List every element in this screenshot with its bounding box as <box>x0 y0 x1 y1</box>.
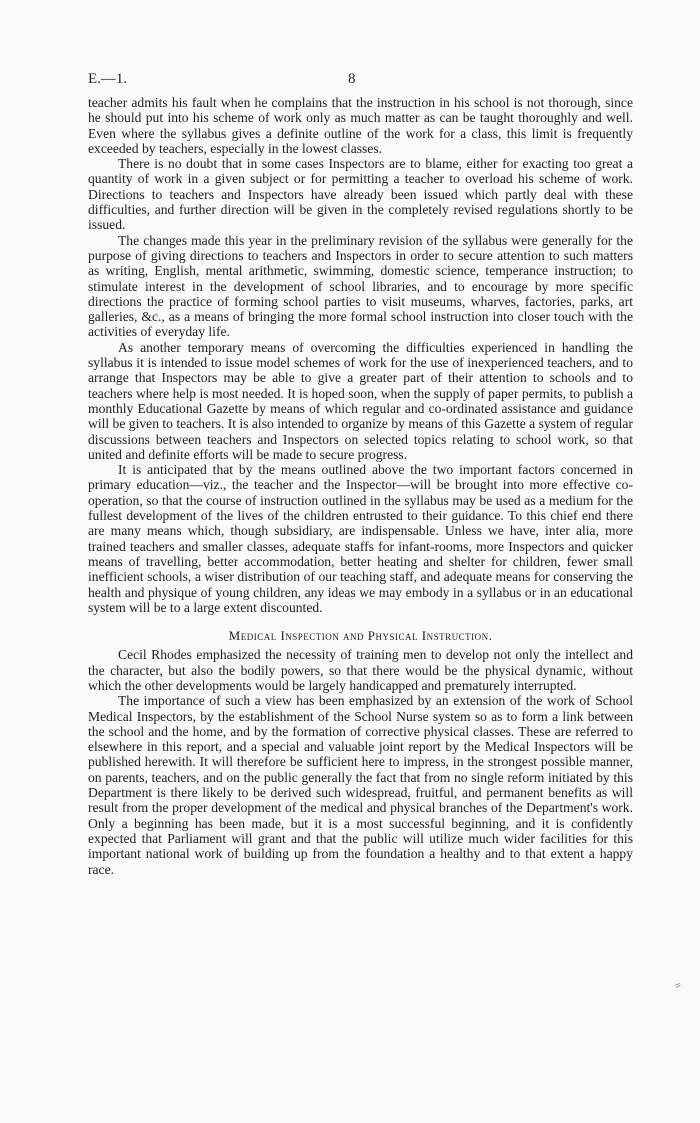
page-body <box>88 95 633 877</box>
page-number: 8 <box>348 71 356 87</box>
paragraph-medical-inspectors: The importance of such a view has been emphasized by an extension of the work of School Medical Inspectors, by the establishment of the School Nurse system so as to form a link between the school and the home, and by the formation of corrective physical classes. These are referred to elsewhere in this report, and a special and valuable joint report by the Medical Inspectors will be published herewith. It will therefore be sufficient here to impress, in the strongest possible manner, on parents, teachers, and on the public generally the fact that from no single reform initiated by this Department is there likely to be derived such widespread, fruitful, and permanent benefits as will result from the proper development of the medical and physical branches of the Department's work. Only a beginning has been made, but it is a most successful beginning, and it is confidently expected that Parliament will grant and that the public will utilize much wider facilities for this important national work of building up from the foundation a healthy and to that extent a happy race. <box>88 693 633 877</box>
document-reference: E.—1. <box>88 71 128 87</box>
margin-mark: = <box>673 979 684 993</box>
paragraph-continued: teacher admits his fault when he complains that the instruction in his school is not thorough, since he should put into his scheme of work only as much matter as can be taught thoroughly and well. Even where the syllabus gives a definite outline of the work for a class, this limit is frequently exceeded by teachers, especially in the lowest classes. <box>88 95 633 156</box>
paragraph-cooperation: It is anticipated that by the means outlined above the two important factors concerned in primary education—viz., the teacher and the Inspector—will be brought into more effective co-operation, so that the course of instruction outlined in the syllabus may be used as a medium for the fullest development of the lives of the children entrusted to their guidance. To this chief end there are many means which, though subsidiary, are indispensable. Unless we have, inter alia, more trained teachers and smaller classes, adequate staffs for infant-rooms, more Inspectors and quicker means of travelling, better accommodation, better heating and shelter for children, fewer small inefficient schools, a wiser distribution of our teaching staff, and adequate means for conserving the health and physique of young children, any ideas we may embody in a syllabus or in an educational system will be to a large extent discounted. <box>88 462 633 615</box>
paragraph-model-schemes: As another temporary means of overcoming the difficulties experienced in handling the syllabus it is intended to issue model schemes of work for the use of inexperienced teachers, and to arrange that Inspectors may be able to give a greater part of their attention to schools and to teachers where help is most needed. It is hoped soon, when the supply of paper permits, to publish a monthly Educational Gazette by means of which regular and co-ordinated assistance and guidance will be given to teachers. It is also intended to organize by means of this Gazette a system of regular discussions between teachers and Inspectors on selected topics relating to school work, so that united and definite efforts will be made to secure progress. <box>88 339 633 462</box>
paragraph-cecil-rhodes: Cecil Rhodes emphasized the necessity of training men to develop not only the intellect and the character, but also the bodily powers, so that there would be the physical dynamic, without which the other developments would be largely handicapped and prematurely interrupted. <box>88 647 633 693</box>
paragraph-inspectors-blame: There is no doubt that in some cases Inspectors are to blame, either for exacting too great a quantity of work in a given subject or for permitting a teacher to overload his scheme of work. Directions to teachers and Inspectors have already been issued which partly deal with these difficulties, and further direction will be given in the completely revised regulations shortly to be issued. <box>88 156 633 233</box>
section-heading: Medical Inspection and Physical Instruction. <box>228 628 493 644</box>
page-header <box>88 71 633 91</box>
paragraph-syllabus-changes: The changes made this year in the preliminary revision of the syllabus were generally for the purpose of giving directions to teachers and Inspectors in order to secure attention to such matters as writing, English, mental arithmetic, swimming, domestic science, temperance instruction; to stimulate interest in the development of school libraries, and to encourage by more specific directions the practice of forming school parties to visit museums, wharves, factories, parks, art galleries, &c., as a means of bringing the more formal school instruction into closer touch with the activities of everyday life. <box>88 232 633 340</box>
